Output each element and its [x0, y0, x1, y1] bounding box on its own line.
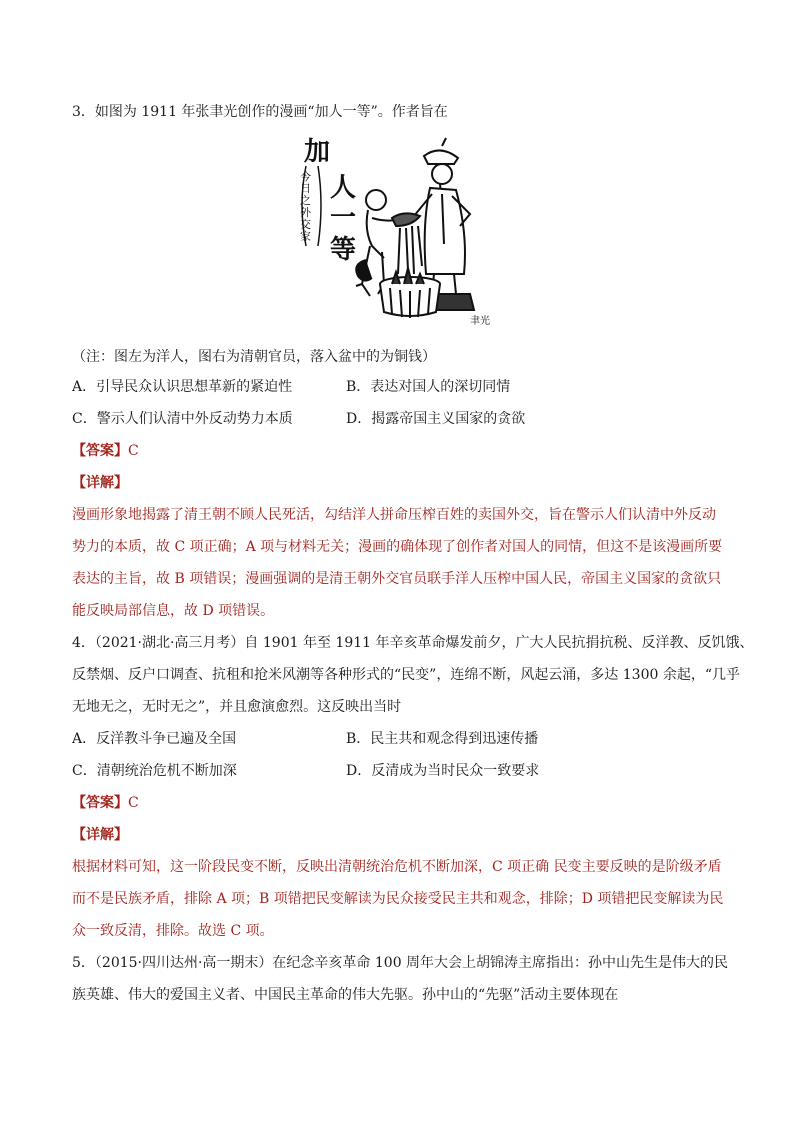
- answer-value: C: [128, 795, 139, 811]
- q4-stem-line: 4．（2021·湖北·高三月考）自 1901 年至 1911 年辛亥革命爆发前夕，广大人民抗捐抗税、反洋教、反饥饿、: [72, 635, 754, 651]
- q4-option-d[interactable]: D．反清成为当时民众一致要求: [346, 763, 540, 779]
- q3-option-b[interactable]: B．表达对国人的深切同情: [346, 379, 511, 395]
- q3-detail-label: 【详解】: [72, 475, 128, 491]
- q4-answer: [72, 794, 139, 812]
- q4-stem-line: 无地无之，无时无之”，并且愈演愈烈。这反映出当时: [72, 699, 402, 715]
- q3-option-d[interactable]: D．揭露帝国主义国家的贪欲: [346, 411, 526, 427]
- cartoon-title-char: 人: [330, 173, 357, 203]
- q3-detail-line: 表达的主旨，故 B 项错误；漫画强调的是清王朝外交官员联手洋人压榨中国人民，帝国主义国家的贪欲只: [72, 571, 722, 587]
- q4-option-c[interactable]: C．清朝统治危机不断加深: [72, 763, 237, 779]
- q4-detail-line: 而不是民族矛盾，排除 A 项；B 项错把民变解读为民众接受民主共和观念，排除；D 项错把民变解读为民: [72, 891, 724, 907]
- wrung-cloth: [392, 213, 422, 274]
- cartoon-title-char: 等: [330, 235, 357, 265]
- q5-stem-line: 族英雄、伟大的爱国主义者、中国民主革命的伟大先驱。孙中山的“先驱”活动主要体现在: [72, 987, 619, 1003]
- basin: [380, 268, 440, 318]
- answer-value: C: [128, 443, 139, 459]
- cartoon-caption-char: 之: [300, 194, 311, 207]
- q3-answer: [72, 442, 139, 460]
- q3-stem: 3．如图为 1911 年张聿光创作的漫画“加人一等”。作者旨在: [72, 104, 448, 120]
- cartoon-caption-char: 交: [300, 218, 311, 231]
- cartoon-title-char: 加: [304, 137, 331, 167]
- q3-detail-line: 能反映局部信息，故 D 项错误。: [72, 603, 275, 619]
- q3-option-a[interactable]: A．引导民众认识思想革新的紧迫性: [72, 379, 293, 395]
- cartoon-caption-char: 今: [300, 170, 311, 183]
- cartoon-caption-char: 家: [300, 230, 311, 243]
- q4-option-b[interactable]: B．民主共和观念得到迅速传播: [346, 731, 539, 747]
- q4-detail-line: 众一致反清，排除。故选 C 项。: [72, 923, 274, 939]
- q5-stem-line: 5．（2015·四川达州·高一期末）在纪念辛亥革命 100 周年大会上胡锦涛主席指出：孙中山先生是伟大的民: [72, 955, 729, 971]
- cartoon-illustration: [292, 134, 498, 330]
- q3-detail-line: 漫画形象地揭露了清王朝不顾人民死活，勾结洋人拼命压榨百姓的卖国外交，旨在警示人们认清中外反动: [72, 507, 716, 523]
- answer-label: 【答案】: [72, 795, 128, 811]
- q3-note: （注：图左为洋人，图右为清朝官员，落入盆中的为铜钱）: [72, 349, 436, 365]
- cartoon-caption-char: 外: [300, 206, 311, 219]
- q4-stem-line: 反禁烟、反户口调查、抗租和抢米风潮等各种形式的“民变”，连绵不断，风起云涌，多达 1300 余起，“几乎: [72, 667, 740, 683]
- cartoon-caption-char: 日: [300, 182, 311, 195]
- cartoon-signature: 聿光: [470, 316, 490, 327]
- cartoon-title-char: 一: [330, 203, 357, 233]
- answer-label: 【答案】: [72, 443, 128, 459]
- q4-option-a[interactable]: A．反洋教斗争已遍及全国: [72, 731, 237, 747]
- q4-detail-label: 【详解】: [72, 827, 128, 843]
- q3-option-c[interactable]: C．警示人们认清中外反动势力本质: [72, 411, 293, 427]
- q4-detail-line: 根据材料可知，这一阶段民变不断，反映出清朝统治危机不断加深，C 项正确 民变主要反映的是阶级矛盾: [72, 859, 722, 875]
- q3-detail-line: 势力的本质，故 C 项正确；A 项与材料无关；漫画的确体现了创作者对国人的同情，但这不是该漫画所要: [72, 539, 723, 555]
